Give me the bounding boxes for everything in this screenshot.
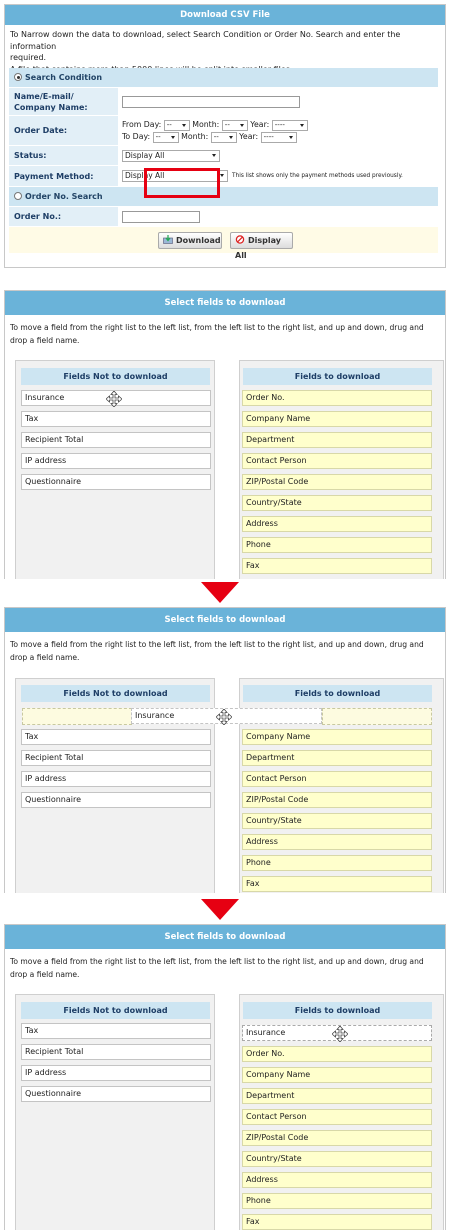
fields-desc-3-line-2: drop a field name. [10, 969, 80, 979]
fields-panel-result [4, 924, 446, 1230]
search-form [9, 68, 438, 260]
name-row [9, 88, 438, 116]
not-download-field-item[interactable]: IP address [21, 771, 211, 787]
not-download-field-item[interactable]: IP address [21, 453, 211, 469]
display-all-button-label: Display All [235, 236, 281, 260]
download-field-item[interactable]: Contact Person [242, 453, 432, 469]
not-download-field-item[interactable]: Recipient Total [21, 1044, 211, 1060]
not-download-field-item[interactable]: Recipient Total [21, 432, 211, 448]
payment-note: This list shows only the payment methods used previously. [232, 173, 403, 179]
not-download-field-item[interactable]: Insurance [21, 390, 211, 406]
order-no-search-radio[interactable] [14, 192, 22, 200]
download-header-3: Fields to download [243, 1002, 432, 1019]
download-field-item[interactable]: Fax [242, 558, 432, 574]
fields-panel-initial [4, 290, 446, 579]
download-field-item[interactable]: Country/State [242, 1151, 432, 1167]
download-field-item[interactable]: Department [242, 750, 432, 766]
search-condition-radio[interactable] [14, 73, 22, 81]
order-date-row [9, 116, 438, 146]
fields-desc-3 [5, 949, 445, 988]
download-field-item[interactable]: Insurance [242, 1025, 432, 1041]
download-field-item[interactable]: Contact Person [242, 771, 432, 787]
download-field-item[interactable]: Company Name [242, 411, 432, 427]
fields-desc-2-line-1: To move a field from the right list to the left list, from the left list to the right list, and up and down, drug and [10, 640, 424, 649]
from-year-select[interactable]: ---- [272, 120, 308, 131]
payment-row [9, 166, 438, 187]
download-button[interactable] [158, 232, 222, 249]
download-field-item[interactable]: ZIP/Postal Code [242, 792, 432, 808]
payment-method-label: Payment Method: [9, 166, 117, 186]
search-condition-radio-row[interactable] [9, 68, 438, 88]
download-field-item[interactable]: Phone [242, 1193, 432, 1209]
download-field-item[interactable]: Country/State [242, 813, 432, 829]
download-field-item[interactable]: Fax [242, 1214, 432, 1230]
fields-desc-2-line-2: drop a field name. [10, 652, 80, 662]
download-field-item[interactable]: Phone [242, 855, 432, 871]
from-day-label: From Day: [122, 120, 162, 129]
download-field-item[interactable]: Company Name [242, 1067, 432, 1083]
download-csv-title: Download CSV File [5, 5, 445, 25]
button-row [9, 227, 438, 260]
drag-placeholder-right [322, 708, 432, 725]
not-download-field-item[interactable]: Tax [21, 1023, 211, 1039]
to-year-label: Year: [239, 132, 259, 141]
fields-panel-dragging [4, 607, 446, 893]
drag-placeholder-left [22, 708, 132, 725]
download-header-2: Fields to download [243, 685, 432, 702]
download-field-item[interactable]: Fax [242, 876, 432, 892]
to-month-select[interactable]: -- [211, 132, 237, 143]
download-field-item[interactable]: Department [242, 432, 432, 448]
status-label: Status: [9, 146, 117, 165]
status-row [9, 146, 438, 166]
display-all-button[interactable] [230, 232, 293, 260]
payment-method-select[interactable]: Display All [122, 170, 228, 182]
name-label [9, 88, 117, 115]
download-field-item[interactable]: Order No. [242, 1046, 432, 1062]
fields-desc-3-line-1: To move a field from the right list to the left list, from the left list to the right list, and up and down, drug and [10, 957, 424, 966]
down-arrow-icon [201, 899, 239, 920]
order-date-label: Order Date: [9, 116, 117, 145]
download-field-item[interactable]: Country/State [242, 495, 432, 511]
download-field-item[interactable]: Order No. [242, 390, 432, 406]
move-cursor-icon [106, 391, 122, 407]
from-month-label: Month: [192, 120, 220, 129]
download-field-item[interactable]: ZIP/Postal Code [242, 474, 432, 490]
download-field-item[interactable]: Address [242, 1172, 432, 1188]
name-label-line-2: Company Name: [14, 102, 88, 112]
not-download-field-item[interactable]: Questionnaire [21, 474, 211, 490]
intro-line-2: required. [10, 53, 47, 62]
search-condition-label: Search Condition [25, 73, 103, 82]
from-day-select[interactable]: -- [164, 120, 190, 131]
from-date-line [122, 119, 434, 131]
download-field-item[interactable]: ZIP/Postal Code [242, 1130, 432, 1146]
order-no-search-radio-row[interactable] [9, 187, 438, 207]
download-button-label: Download [176, 236, 221, 245]
fields-desc-2 [5, 632, 445, 671]
not-download-field-item[interactable]: Recipient Total [21, 750, 211, 766]
order-no-row [9, 207, 438, 227]
to-year-select[interactable]: ---- [261, 132, 297, 143]
not-download-header-2: Fields Not to download [21, 685, 210, 702]
not-download-field-item[interactable]: IP address [21, 1065, 211, 1081]
display-all-icon [235, 235, 245, 244]
download-field-item[interactable]: Department [242, 1088, 432, 1104]
order-no-search-label: Order No. Search [25, 192, 103, 201]
dragging-field[interactable]: Insurance [131, 708, 322, 724]
fields-title-1: Select fields to download [5, 291, 445, 315]
not-download-header-3: Fields Not to download [21, 1002, 210, 1019]
status-select[interactable]: Display All [122, 150, 220, 162]
order-no-label: Order No.: [9, 207, 117, 226]
to-month-label: Month: [181, 132, 209, 141]
down-arrow-icon [201, 582, 239, 603]
download-icon [163, 235, 173, 244]
from-year-label: Year: [250, 120, 270, 129]
fields-desc-1 [5, 315, 445, 354]
to-day-select[interactable]: -- [153, 132, 179, 143]
not-download-field-item[interactable]: Tax [21, 729, 211, 745]
to-date-line [122, 131, 434, 143]
not-download-field-item[interactable]: Tax [21, 411, 211, 427]
download-field-item[interactable]: Phone [242, 537, 432, 553]
name-label-line-1: Name/E-mail/ [14, 91, 74, 101]
name-email-company-input[interactable] [122, 96, 300, 108]
intro-line-1: To Narrow down the data to download, select Search Condition or Order No. Search and enter the information [10, 30, 401, 51]
fields-desc-1-line-2: drop a field name. [10, 335, 80, 345]
download-button-highlight [144, 168, 220, 198]
not-download-field-item[interactable]: Questionnaire [21, 792, 211, 808]
download-field-item[interactable]: Contact Person [242, 1109, 432, 1125]
from-month-select[interactable]: -- [222, 120, 248, 131]
download-field-item[interactable]: Address [242, 834, 432, 850]
not-download-field-item[interactable]: Questionnaire [21, 1086, 211, 1102]
move-cursor-icon [332, 1026, 348, 1042]
download-field-item[interactable]: Address [242, 516, 432, 532]
fields-title-2: Select fields to download [5, 608, 445, 632]
not-download-header-1: Fields Not to download [21, 368, 210, 385]
move-cursor-icon [216, 709, 232, 725]
download-field-item[interactable]: Company Name [242, 729, 432, 745]
to-day-label: To Day: [122, 132, 151, 141]
fields-desc-1-line-1: To move a field from the right list to the left list, from the left list to the right list, and up and down, drug and [10, 323, 424, 332]
download-header-1: Fields to download [243, 368, 432, 385]
fields-title-3: Select fields to download [5, 925, 445, 949]
order-no-input[interactable] [122, 211, 200, 223]
